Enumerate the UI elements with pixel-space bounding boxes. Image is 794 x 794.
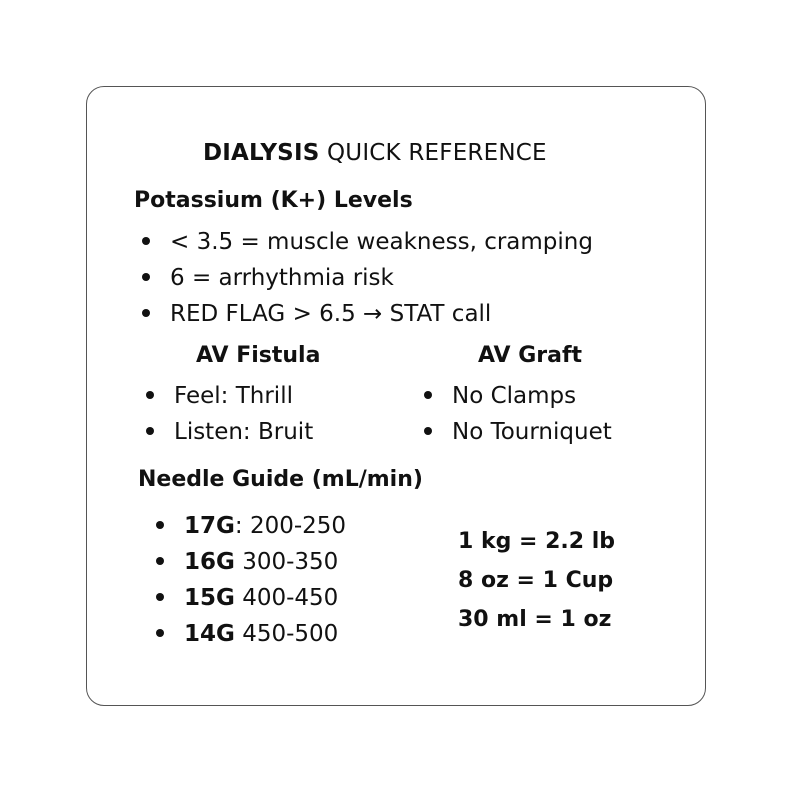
needle-item: 16G 300-350 (156, 549, 338, 575)
graft-item: No Tourniquet (424, 419, 612, 445)
bullet-icon (156, 593, 164, 601)
bullet-icon (156, 521, 164, 529)
needle-item: 15G 400-450 (156, 585, 338, 611)
needle-item: 17G: 200-250 (156, 513, 346, 539)
bullet-icon (424, 391, 432, 399)
fistula-item: Listen: Bruit (146, 419, 313, 445)
bullet-icon (146, 427, 154, 435)
bullet-icon (156, 629, 164, 637)
potassium-item: < 3.5 = muscle weakness, cramping (142, 229, 593, 255)
title-bold: DIALYSIS (203, 140, 320, 166)
card-title (203, 140, 547, 166)
potassium-heading: Potassium (K+) Levels (134, 188, 413, 213)
fistula-heading: AV Fistula (196, 343, 321, 368)
potassium-item: RED FLAG > 6.5 → STAT call (142, 301, 491, 327)
conversion-item: 30 ml = 1 oz (458, 607, 612, 632)
bullet-icon (142, 273, 150, 281)
bullet-icon (142, 309, 150, 317)
bullet-icon (142, 237, 150, 245)
potassium-item: 6 = arrhythmia risk (142, 265, 394, 291)
graft-heading: AV Graft (478, 343, 583, 368)
fistula-item: Feel: Thrill (146, 383, 293, 409)
needle-heading: Needle Guide (mL/min) (138, 467, 423, 492)
conversion-item: 1 kg = 2.2 lb (458, 529, 616, 554)
title-rest: QUICK REFERENCE (319, 140, 547, 166)
bullet-icon (156, 557, 164, 565)
needle-item: 14G 450-500 (156, 621, 338, 647)
conversion-item: 8 oz = 1 Cup (458, 568, 614, 593)
graft-item: No Clamps (424, 383, 576, 409)
bullet-icon (424, 427, 432, 435)
bullet-icon (146, 391, 154, 399)
